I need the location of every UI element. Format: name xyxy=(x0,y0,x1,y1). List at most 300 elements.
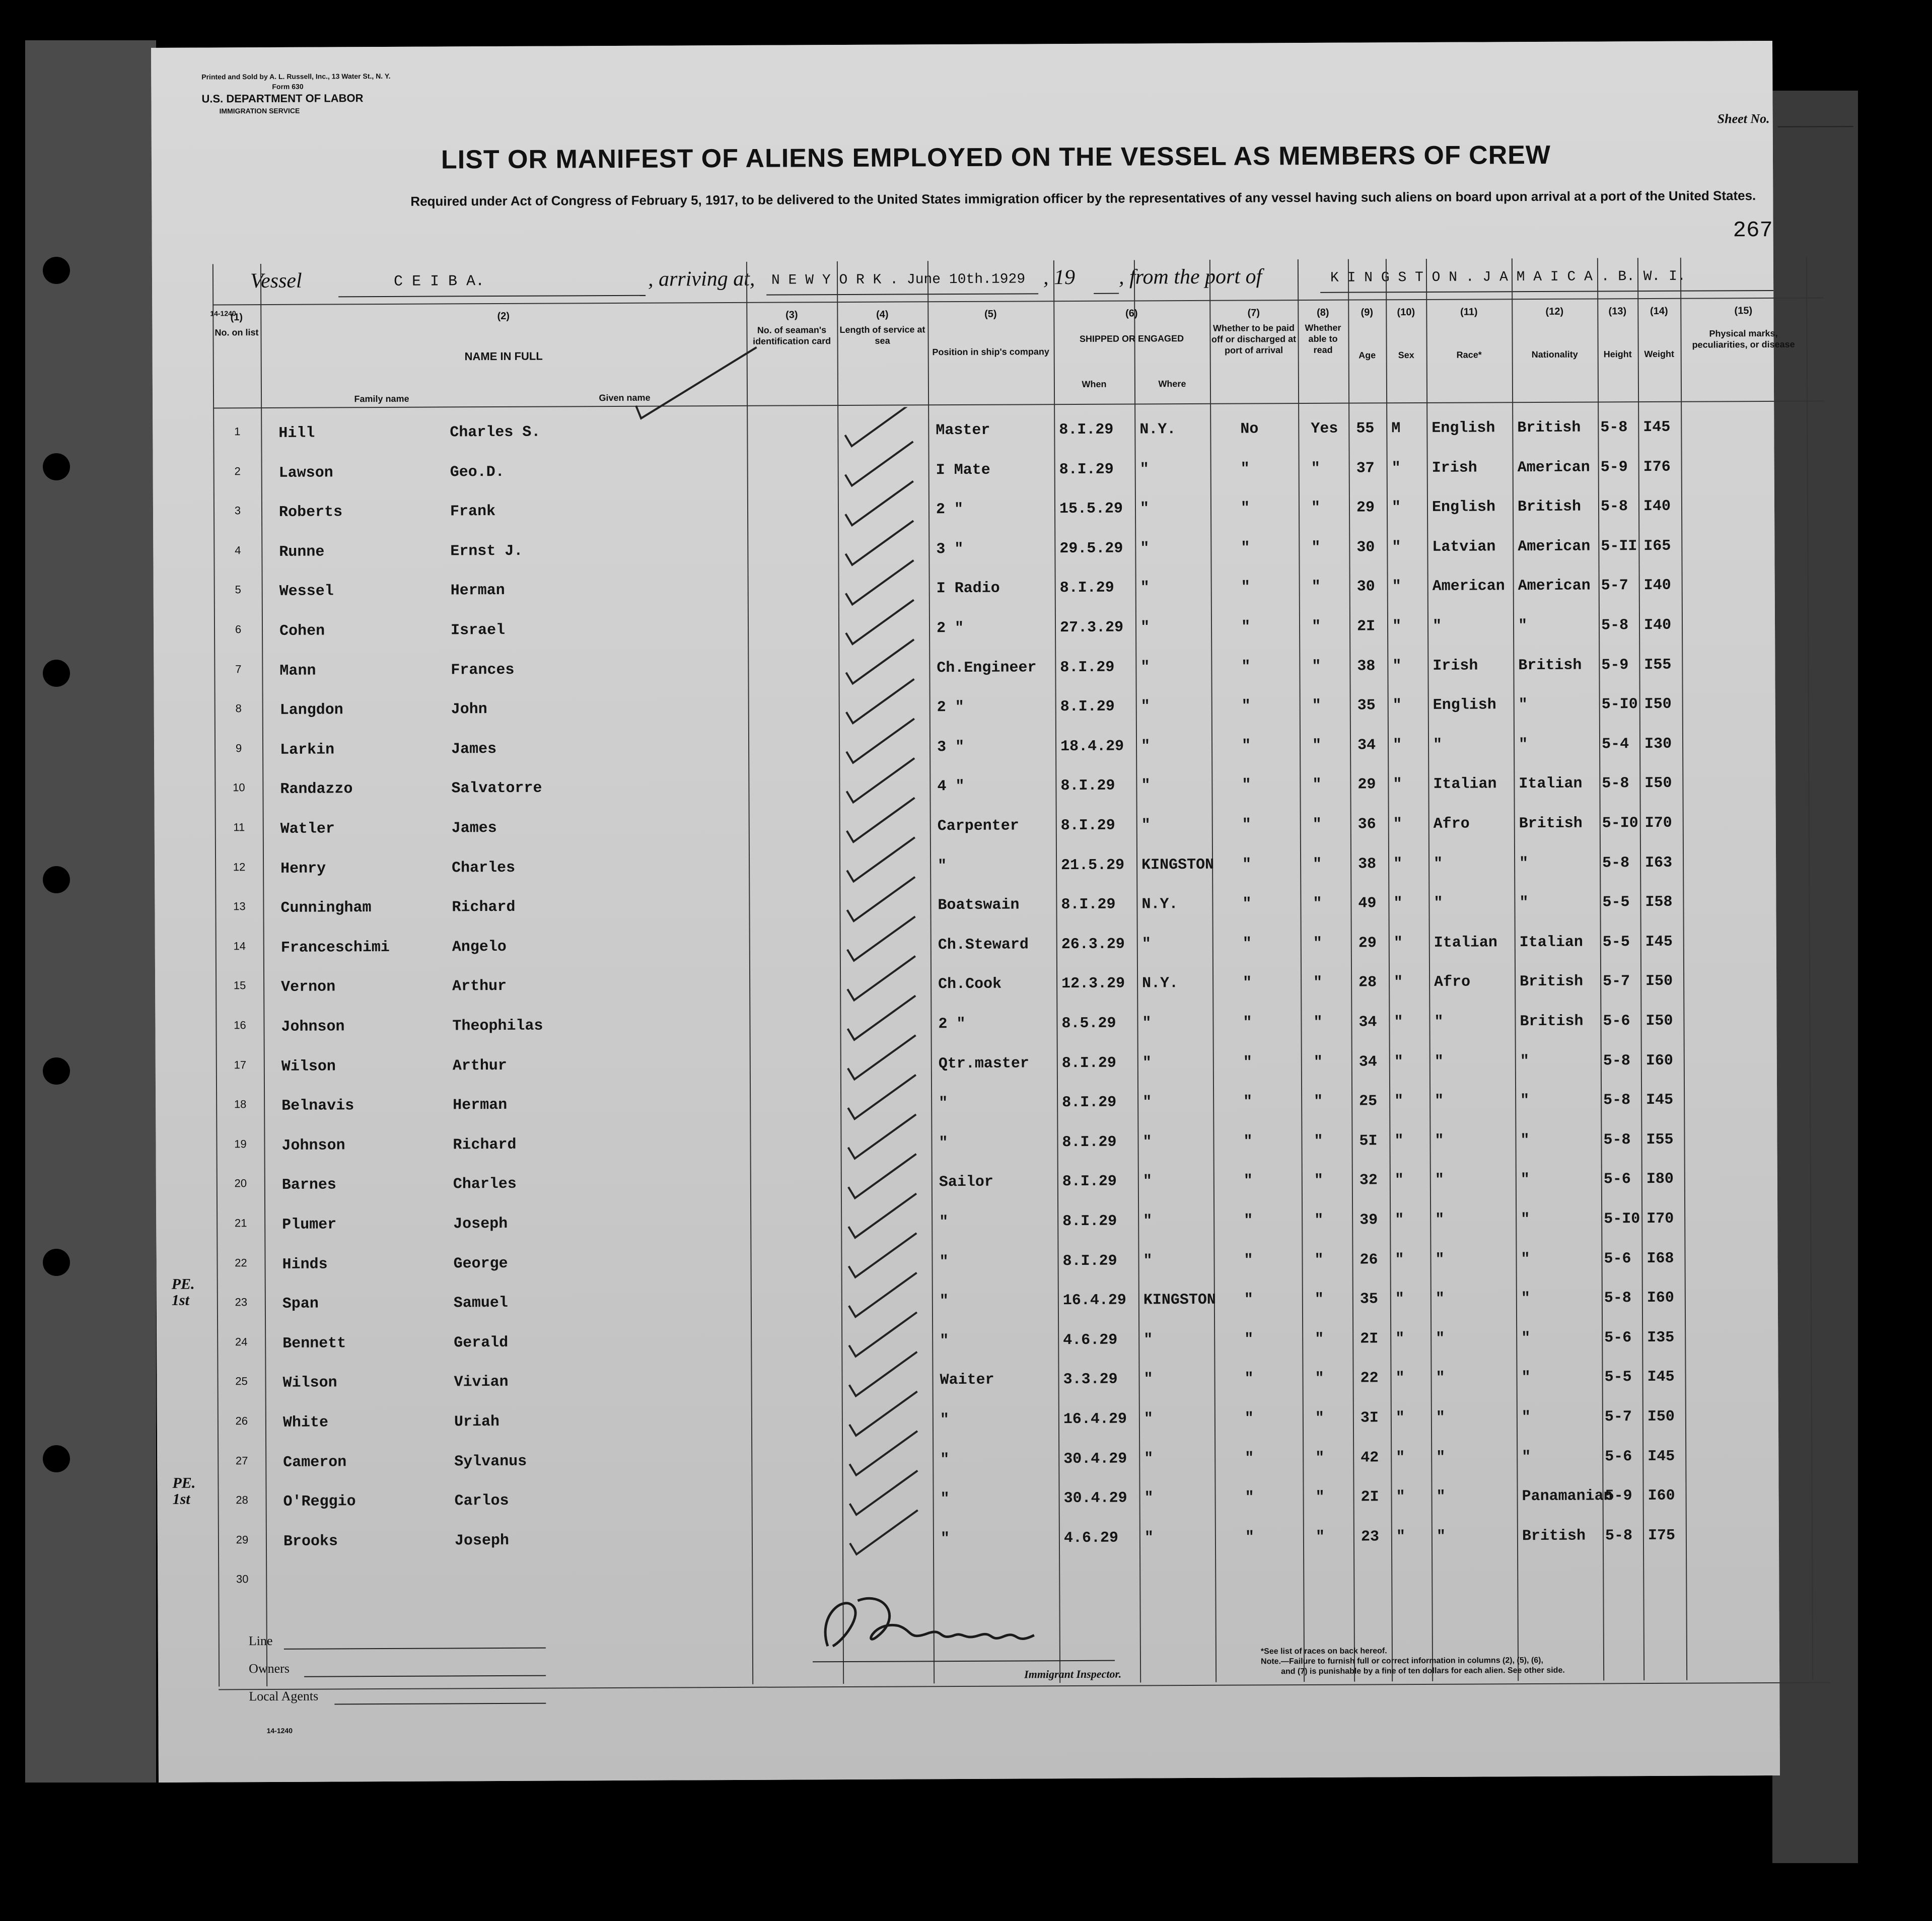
cell-given: George xyxy=(453,1255,508,1272)
cell-sex: " xyxy=(1393,895,1403,912)
checkmark-icon xyxy=(846,719,914,763)
cell-position: Qtr.master xyxy=(938,1055,1029,1073)
cell-given: Israel xyxy=(450,621,506,639)
cell-when: 8.I.29 xyxy=(1060,777,1115,795)
cell-n: 1 xyxy=(234,425,241,438)
form-code-top: 14-1240 xyxy=(210,309,236,318)
cell-age: 34 xyxy=(1358,1053,1377,1071)
cell-height: 5-5 xyxy=(1604,1369,1632,1386)
col-head-given: Given name xyxy=(599,392,651,403)
cell-nationality: " xyxy=(1520,1171,1530,1189)
cell-weight: I50 xyxy=(1644,775,1672,793)
cell-nationality: Panamanian xyxy=(1522,1487,1613,1506)
cell-family: Watler xyxy=(280,820,335,838)
checkmark-icon xyxy=(847,798,915,842)
cell-nationality: British xyxy=(1520,973,1584,991)
cell-race: Italian xyxy=(1434,934,1497,952)
cell-height: 5-7 xyxy=(1601,577,1628,595)
cell-sex: M xyxy=(1391,420,1401,438)
col-head-length: Length of service at sea xyxy=(839,324,925,346)
cell-nationality: Italian xyxy=(1519,934,1583,951)
cell-family: Vernon xyxy=(281,978,336,997)
cell-race: " xyxy=(1435,1093,1444,1110)
margin-note: PE. 1st xyxy=(171,1275,195,1309)
cell-sex: " xyxy=(1392,538,1401,556)
cell-position: Sailor xyxy=(939,1174,993,1191)
cell-n: 22 xyxy=(235,1256,247,1269)
cell-position: Ch.Engineer xyxy=(937,659,1037,677)
cell-sex: " xyxy=(1396,1449,1405,1466)
cell-where: " xyxy=(1142,1015,1152,1032)
cell-sex: " xyxy=(1392,657,1402,675)
cell-family: Cameron xyxy=(283,1453,347,1471)
line-label: Line xyxy=(248,1633,273,1649)
cell-where: " xyxy=(1142,1133,1152,1151)
cell-where: " xyxy=(1140,658,1150,676)
cell-height: 5-8 xyxy=(1601,617,1629,634)
cell-read: " xyxy=(1313,974,1323,992)
cell-age: 38 xyxy=(1357,657,1376,675)
cell-given: Joseph xyxy=(453,1215,508,1233)
cell-paid: " xyxy=(1244,1410,1254,1428)
cell-sex: " xyxy=(1394,1014,1403,1031)
cell-weight: I70 xyxy=(1647,1210,1674,1228)
cell-when: 15.5.29 xyxy=(1059,500,1123,518)
cell-weight: I40 xyxy=(1643,577,1671,595)
cell-nationality: British xyxy=(1520,1013,1584,1031)
checkmark-icon xyxy=(849,1312,917,1357)
cell-when: 30.4.29 xyxy=(1063,1489,1127,1508)
cell-n: 11 xyxy=(233,821,245,834)
cell-given: Geo.D. xyxy=(450,463,505,481)
cell-where: KINGSTON xyxy=(1141,856,1214,874)
manifest-sheet xyxy=(151,41,1795,1783)
year-label: , 19 xyxy=(1043,265,1076,290)
cell-position: " xyxy=(939,1253,949,1270)
col-head-read: Whether able to read xyxy=(1305,322,1341,355)
column-divider xyxy=(1209,260,1217,1682)
col-head-shipped: SHIPPED OR ENGAGED xyxy=(1079,333,1184,344)
cell-age: 39 xyxy=(1359,1212,1378,1229)
cell-given: Charles S. xyxy=(450,423,541,442)
cell-race: Latvian xyxy=(1432,538,1496,556)
cell-position: " xyxy=(940,1411,949,1429)
cell-weight: I50 xyxy=(1647,1408,1675,1426)
cell-race: " xyxy=(1436,1409,1445,1427)
col-head-weight: Weight xyxy=(1644,348,1675,360)
cell-age: 30 xyxy=(1356,539,1375,556)
cell-weight: I45 xyxy=(1646,1092,1674,1109)
cell-weight: I45 xyxy=(1647,1369,1675,1386)
cell-when: 8.5.29 xyxy=(1061,1015,1116,1033)
column-divider xyxy=(746,262,753,1684)
cell-weight: I50 xyxy=(1645,1012,1673,1030)
cell-position: 2 " xyxy=(936,619,964,637)
cell-race: " xyxy=(1436,1449,1446,1466)
cell-where: " xyxy=(1139,460,1149,478)
cell-nationality: " xyxy=(1520,1092,1530,1110)
cell-family: Wilson xyxy=(282,1374,337,1392)
cell-nationality: American xyxy=(1517,459,1590,476)
cell-read: " xyxy=(1315,1409,1324,1427)
cell-race: " xyxy=(1436,1488,1446,1506)
cell-paid: " xyxy=(1240,460,1250,478)
cell-n: 30 xyxy=(236,1573,249,1586)
cell-when: 8.I.29 xyxy=(1062,1094,1117,1112)
form-code-bottom: 14-1240 xyxy=(266,1726,293,1735)
col-num: (13) xyxy=(1608,306,1627,317)
cell-n: 23 xyxy=(235,1296,248,1309)
cell-age: 42 xyxy=(1361,1449,1379,1467)
checkmark-icon xyxy=(849,1391,917,1436)
col-head-position: Position in ship's company xyxy=(932,346,1049,358)
cell-weight: I75 xyxy=(1648,1527,1676,1544)
cell-position: 2 " xyxy=(937,699,964,717)
service-name: IMMIGRATION SERVICE xyxy=(219,106,300,115)
cell-where: " xyxy=(1142,1054,1152,1072)
cell-height: 5-II xyxy=(1601,537,1637,555)
cell-race: Afro xyxy=(1433,815,1470,833)
cell-n: 3 xyxy=(234,504,241,517)
cell-sex: " xyxy=(1392,618,1402,635)
cell-paid: " xyxy=(1245,1450,1254,1467)
cell-sex: " xyxy=(1396,1488,1405,1506)
owners-label: Owners xyxy=(248,1661,290,1676)
cell-family: Brooks xyxy=(283,1533,338,1550)
cell-race: " xyxy=(1434,1053,1444,1071)
cell-where: " xyxy=(1140,579,1150,597)
col-num: (10) xyxy=(1397,307,1415,318)
cell-height: 5-I0 xyxy=(1601,696,1638,714)
from-port-label: , from the port of xyxy=(1118,265,1262,289)
cell-where: " xyxy=(1143,1213,1153,1230)
cell-position: " xyxy=(939,1293,949,1310)
cell-family: Wilson xyxy=(281,1058,336,1076)
cell-when: 4.6.29 xyxy=(1063,1529,1119,1547)
cell-family: Lawson xyxy=(278,464,333,482)
cell-position: I Mate xyxy=(936,461,990,479)
cell-race: " xyxy=(1435,1211,1445,1229)
cell-where: " xyxy=(1143,1252,1153,1270)
cell-read: " xyxy=(1313,1014,1323,1031)
col-head-family: Family name xyxy=(354,393,409,404)
cell-when: 8.I.29 xyxy=(1059,580,1114,597)
cell-age: 22 xyxy=(1360,1370,1379,1387)
checkmark-icon xyxy=(845,560,913,605)
cell-read: " xyxy=(1314,1093,1323,1111)
cell-given: Vivian xyxy=(454,1374,509,1391)
cell-family: Runne xyxy=(279,543,325,561)
cell-nationality: " xyxy=(1519,855,1529,872)
checkmark-icon xyxy=(847,916,915,961)
cell-age: 5I xyxy=(1359,1132,1378,1150)
cell-sex: " xyxy=(1395,1409,1405,1427)
cell-read: " xyxy=(1311,539,1321,556)
cell-race: English xyxy=(1432,419,1495,437)
cell-sex: " xyxy=(1392,578,1401,596)
cell-n: 24 xyxy=(235,1335,248,1348)
cell-sex: " xyxy=(1395,1291,1404,1308)
cell-weight: I80 xyxy=(1646,1171,1674,1188)
cell-nationality: " xyxy=(1520,1052,1529,1070)
header-rule xyxy=(212,298,1824,306)
cell-given: Herman xyxy=(450,582,505,600)
cell-n: 4 xyxy=(235,544,241,557)
cell-sex: " xyxy=(1393,816,1402,833)
cell-paid: " xyxy=(1241,658,1251,676)
cell-height: 5-I0 xyxy=(1604,1211,1640,1228)
cell-sex: " xyxy=(1393,776,1402,794)
cell-where: " xyxy=(1143,1331,1153,1349)
col-num: (15) xyxy=(1734,305,1753,317)
cell-paid: " xyxy=(1245,1489,1254,1507)
cell-when: 30.4.29 xyxy=(1063,1450,1127,1468)
col-head-paid-off: Whether to be paid off or discharged at port of arrival xyxy=(1211,323,1297,355)
checkmark-icon xyxy=(848,1075,916,1119)
cell-race: English xyxy=(1432,499,1496,517)
penalty-note: Note.—Failure to furnish full or correct information in columns (2), (5), (6), xyxy=(1260,1656,1543,1666)
cell-sex: " xyxy=(1394,1053,1403,1071)
cell-when: 12.3.29 xyxy=(1061,975,1125,993)
page-number: 267 xyxy=(1733,218,1773,244)
checkmark-icon xyxy=(846,639,914,684)
cell-when: 8.I.29 xyxy=(1061,896,1116,914)
cell-sex: " xyxy=(1393,934,1403,952)
column-divider xyxy=(1298,259,1305,1682)
cell-where: " xyxy=(1143,1371,1153,1388)
cell-position: " xyxy=(939,1214,949,1231)
cell-weight: I35 xyxy=(1647,1329,1675,1346)
cell-nationality: " xyxy=(1521,1250,1530,1268)
cell-sex: " xyxy=(1392,736,1402,754)
cell-given: James xyxy=(451,820,497,837)
cell-nationality: " xyxy=(1518,696,1528,714)
cell-height: 5-8 xyxy=(1603,1052,1630,1070)
cell-weight: I40 xyxy=(1643,498,1671,516)
cell-race: " xyxy=(1435,1291,1445,1308)
cell-paid: " xyxy=(1243,1014,1252,1032)
cell-height: 5-8 xyxy=(1605,1527,1633,1545)
cell-when: 8.I.29 xyxy=(1060,659,1115,676)
cell-where: N.Y. xyxy=(1139,421,1176,439)
cell-age: 28 xyxy=(1358,974,1377,991)
cell-nationality: American xyxy=(1518,577,1591,595)
cell-when: 16.4.29 xyxy=(1062,1292,1126,1310)
cell-given: Richard xyxy=(453,1136,517,1154)
cell-when: 8.I.29 xyxy=(1062,1252,1117,1270)
cell-nationality: " xyxy=(1519,894,1529,912)
cell-n: 15 xyxy=(233,979,246,992)
cell-nationality: British xyxy=(1519,815,1583,833)
cell-age: 2I xyxy=(1356,618,1376,635)
checkmark-icon xyxy=(845,442,913,486)
cell-n: 18 xyxy=(234,1098,247,1111)
cell-age: 32 xyxy=(1359,1172,1378,1189)
cell-where: " xyxy=(1144,1489,1154,1507)
cell-weight: I50 xyxy=(1644,696,1672,714)
local-agents-label: Local Agents xyxy=(249,1688,319,1704)
cell-height: 5-8 xyxy=(1603,1131,1631,1149)
page-subtitle: Required under Act of Congress of February 5, 1917, to be delivered to the United States immigration officer by the representatives of any vessel having such aliens on board upon arrival at a port of the United States. xyxy=(410,188,1756,209)
cell-weight: I68 xyxy=(1647,1250,1674,1267)
cell-height: 5-9 xyxy=(1605,1487,1632,1505)
checkmark-icon xyxy=(845,521,913,565)
cell-given: Herman xyxy=(453,1097,508,1114)
cell-sex: " xyxy=(1396,1528,1406,1546)
cell-n: 13 xyxy=(233,900,246,913)
cell-age: 29 xyxy=(1357,776,1376,794)
cell-height: 5-6 xyxy=(1604,1329,1632,1347)
cell-age: 35 xyxy=(1357,697,1376,715)
cell-n: 6 xyxy=(235,623,242,636)
cell-family: Roberts xyxy=(278,504,343,522)
cell-n: 2 xyxy=(234,464,241,477)
cell-where: N.Y. xyxy=(1141,896,1178,913)
col-head-id-card: No. of seaman's identification card xyxy=(752,325,831,346)
cell-weight: I60 xyxy=(1645,1052,1673,1070)
punch-hole xyxy=(43,866,70,893)
cell-where: " xyxy=(1140,698,1150,716)
cell-read: " xyxy=(1311,618,1321,635)
cell-where: " xyxy=(1140,540,1150,557)
cell-age: 2I xyxy=(1360,1330,1379,1348)
cell-height: 5-8 xyxy=(1600,498,1628,516)
cell-family: Johnson xyxy=(281,1137,345,1155)
cell-paid: " xyxy=(1242,895,1252,913)
cell-age: 29 xyxy=(1358,935,1377,952)
cell-paid: " xyxy=(1244,1212,1253,1230)
cell-where: " xyxy=(1142,1094,1152,1111)
cell-given: Frank xyxy=(450,503,496,521)
cell-n: 27 xyxy=(235,1454,248,1467)
cell-read: " xyxy=(1312,658,1321,675)
cell-given: Salvatorre xyxy=(451,780,542,798)
col-num: (2) xyxy=(497,310,510,322)
cell-read: " xyxy=(1313,856,1322,873)
cell-where: " xyxy=(1141,936,1151,953)
col-num: (11) xyxy=(1460,306,1478,318)
cell-sex: " xyxy=(1395,1370,1405,1387)
cell-n: 5 xyxy=(235,583,241,596)
col-head-when: When xyxy=(1082,379,1107,389)
column-divider xyxy=(1348,259,1355,1682)
cell-given: Samuel xyxy=(453,1295,508,1312)
col-head-age: Age xyxy=(1358,350,1376,361)
cell-given: Arthur xyxy=(452,1057,507,1075)
cell-family: Langdon xyxy=(279,701,343,720)
punch-hole xyxy=(43,660,70,687)
col-head-name: NAME IN FULL xyxy=(464,349,543,363)
cell-where: " xyxy=(1144,1529,1154,1547)
cell-read: " xyxy=(1313,1053,1323,1071)
checkmark-icon xyxy=(846,600,914,644)
cell-weight: I63 xyxy=(1645,854,1673,872)
cell-given: Carlos xyxy=(454,1492,509,1510)
cell-race: " xyxy=(1433,736,1443,754)
punch-hole xyxy=(43,453,70,480)
cell-paid: No xyxy=(1240,420,1259,438)
cell-when: 21.5.29 xyxy=(1061,857,1125,874)
cell-paid: " xyxy=(1242,816,1251,834)
checkmark-icon xyxy=(846,758,914,803)
cell-family: Plumer xyxy=(282,1216,337,1234)
cell-race: Irish xyxy=(1432,459,1477,477)
cell-age: 29 xyxy=(1356,499,1375,517)
cell-given: Ernst J. xyxy=(450,542,523,560)
cell-paid: " xyxy=(1241,539,1250,557)
cell-sex: " xyxy=(1394,974,1403,991)
cell-position: 2 " xyxy=(938,1015,966,1033)
table-border xyxy=(212,264,220,1686)
cell-race: " xyxy=(1436,1370,1445,1387)
cell-position: " xyxy=(940,1530,950,1547)
cell-position: " xyxy=(938,857,947,875)
cell-nationality: " xyxy=(1520,1131,1530,1149)
cell-weight: I30 xyxy=(1644,735,1672,753)
cell-position: " xyxy=(940,1451,950,1468)
vessel-label: Vessel xyxy=(250,269,302,293)
cell-n: 12 xyxy=(233,860,246,873)
cell-when: 8.I.29 xyxy=(1060,698,1115,716)
checkmark-icon xyxy=(847,877,915,921)
cell-nationality: " xyxy=(1521,1329,1531,1347)
cell-read: " xyxy=(1311,579,1321,596)
cell-race: " xyxy=(1435,1172,1444,1189)
cell-age: 49 xyxy=(1358,895,1377,912)
cell-where: KINGSTON xyxy=(1143,1291,1216,1309)
cell-weight: I45 xyxy=(1648,1448,1675,1465)
cell-race: " xyxy=(1435,1251,1445,1268)
cell-read: " xyxy=(1311,500,1321,517)
cell-read: " xyxy=(1312,697,1321,715)
col-head-nationality: Nationality xyxy=(1531,349,1578,360)
cell-age: 38 xyxy=(1358,855,1377,873)
cell-where: " xyxy=(1141,817,1151,834)
cell-family: Hill xyxy=(278,424,315,442)
cell-family: Belnavis xyxy=(281,1097,354,1115)
cell-given: Richard xyxy=(452,899,516,916)
cell-when: 8.I.29 xyxy=(1062,1133,1117,1151)
cell-family: Franceschimi xyxy=(280,939,390,957)
cell-read: " xyxy=(1312,737,1322,754)
cell-position: Ch.Cook xyxy=(938,976,1002,993)
cell-read: " xyxy=(1315,1489,1325,1507)
cell-age: 35 xyxy=(1359,1291,1378,1308)
cell-paid: " xyxy=(1244,1291,1253,1309)
inspector-label: Immigrant Inspector. xyxy=(1024,1667,1122,1681)
cell-weight: I45 xyxy=(1645,933,1673,951)
cell-read: " xyxy=(1315,1330,1324,1348)
cell-when: 8.I.29 xyxy=(1062,1213,1117,1231)
cell-weight: I60 xyxy=(1647,1290,1674,1307)
cell-given: Charles xyxy=(452,859,516,877)
cell-height: 5-7 xyxy=(1603,973,1630,990)
cell-family: Johnson xyxy=(281,1018,345,1036)
cell-when: 8.I.29 xyxy=(1062,1173,1117,1191)
cell-given: Arthur xyxy=(452,978,507,995)
cell-n: 29 xyxy=(236,1533,249,1546)
cell-age: 34 xyxy=(1357,737,1376,754)
cell-where: " xyxy=(1139,500,1150,518)
cell-age: 55 xyxy=(1356,420,1375,438)
cell-height: 5-8 xyxy=(1602,854,1630,872)
cell-paid: " xyxy=(1243,1093,1253,1111)
cell-paid: " xyxy=(1242,776,1251,794)
cell-when: 4.6.29 xyxy=(1063,1331,1118,1349)
cell-n: 7 xyxy=(235,662,242,675)
checkmark-icon xyxy=(848,1114,916,1159)
checkmark-icon xyxy=(850,1510,918,1554)
